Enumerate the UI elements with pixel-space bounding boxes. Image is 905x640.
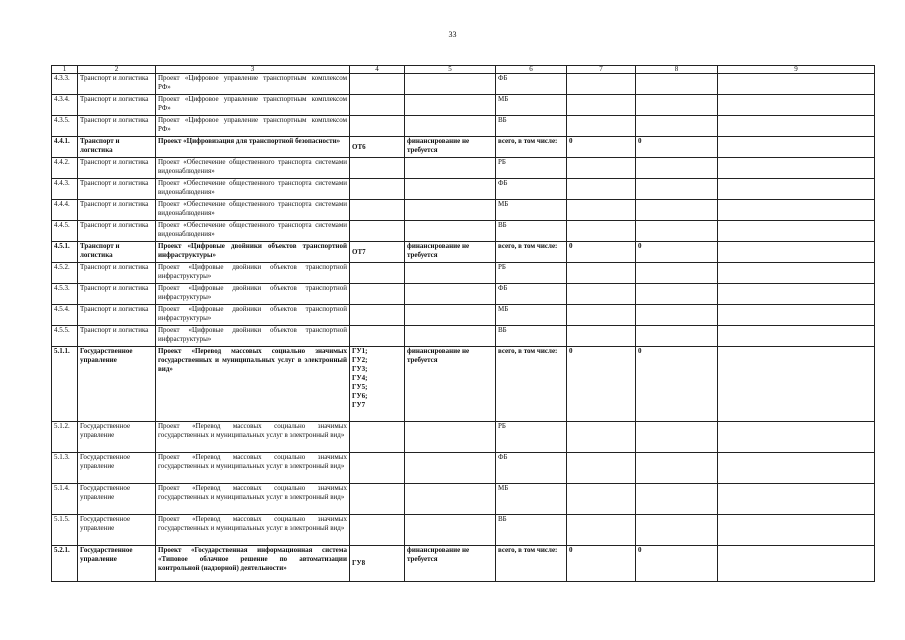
sector-cell: Транспорт и логистика: [78, 158, 156, 179]
row-number-cell: 4.5.2.: [52, 263, 78, 284]
financing-cell: финансирование не требуется: [405, 347, 496, 422]
financing-cell: [405, 200, 496, 221]
row-number-cell: 4.5.4.: [52, 305, 78, 326]
amount-col7-cell: [567, 515, 636, 546]
table-row: [52, 137, 875, 158]
table-row: [52, 242, 875, 263]
table-row: [52, 200, 875, 221]
amount-col8-cell: [636, 515, 718, 546]
amount-col8-cell: [636, 221, 718, 242]
amount-col7-cell: [567, 95, 636, 116]
row-number-cell: 4.3.4.: [52, 95, 78, 116]
header-cell: 7: [567, 66, 636, 74]
financing-cell: [405, 95, 496, 116]
target-code-cell: [350, 422, 405, 453]
sector-cell: Транспорт и логистика: [78, 284, 156, 305]
project-cell: Проект «Цифровое управление транспортным комплексом РФ»: [156, 74, 350, 95]
project-cell: Проект «Перевод массовых социально значимых государственных и муниципальных услуг в электронный вид»: [156, 347, 350, 422]
target-code-cell: ГУ8: [350, 546, 405, 582]
financing-cell: [405, 284, 496, 305]
table-row: [52, 515, 875, 546]
project-cell: Проект «Перевод массовых социально значимых государственных и муниципальных услуг в электронный вид»: [156, 515, 350, 546]
amount-col8-cell: 0: [636, 242, 718, 263]
project-cell: Проект «Цифровые двойники объектов транспортной инфраструктуры»: [156, 305, 350, 326]
notes-cell: [718, 200, 875, 221]
header-cell: 3: [156, 66, 350, 74]
target-code-cell: [350, 95, 405, 116]
row-number-cell: 5.1.3.: [52, 453, 78, 484]
row-number-cell: 4.4.1.: [52, 137, 78, 158]
target-code-cell: [350, 515, 405, 546]
financing-cell: [405, 305, 496, 326]
funding-source-cell: МБ: [496, 484, 567, 515]
project-cell: Проект «Перевод массовых социально значимых государственных и муниципальных услуг в электронный вид»: [156, 453, 350, 484]
project-cell: Проект «Обеспечение общественного транспорта системами видеонаблюдения»: [156, 221, 350, 242]
table-row: [52, 347, 875, 422]
funding-source-cell: ФБ: [496, 74, 567, 95]
row-number-cell: 4.5.5.: [52, 326, 78, 347]
sector-cell: Транспорт и логистика: [78, 305, 156, 326]
funding-source-cell: МБ: [496, 200, 567, 221]
amount-col8-cell: [636, 484, 718, 515]
table-row: [52, 116, 875, 137]
row-number-cell: 4.5.1.: [52, 242, 78, 263]
sector-cell: Государственное управление: [78, 422, 156, 453]
target-code-cell: [350, 263, 405, 284]
sector-cell: Государственное управление: [78, 453, 156, 484]
notes-cell: [718, 221, 875, 242]
project-cell: Проект «Перевод массовых социально значимых государственных и муниципальных услуг в электронный вид»: [156, 422, 350, 453]
notes-cell: [718, 326, 875, 347]
target-code-cell: [350, 453, 405, 484]
project-cell: Проект «Обеспечение общественного транспорта системами видеонаблюдения»: [156, 200, 350, 221]
amount-col7-cell: 0: [567, 546, 636, 582]
amount-col8-cell: [636, 305, 718, 326]
amount-col7-cell: 0: [567, 242, 636, 263]
funding-source-cell: ВБ: [496, 221, 567, 242]
row-number-cell: 5.1.5.: [52, 515, 78, 546]
financing-cell: [405, 422, 496, 453]
row-number-cell: 5.2.1.: [52, 546, 78, 582]
target-code-cell: ОТ7: [350, 242, 405, 263]
notes-cell: [718, 347, 875, 422]
row-number-cell: 4.3.3.: [52, 74, 78, 95]
project-cell: Проект «Перевод массовых социально значимых государственных и муниципальных услуг в электронный вид»: [156, 484, 350, 515]
table-row: [52, 95, 875, 116]
amount-col8-cell: [636, 326, 718, 347]
table-row: [52, 546, 875, 582]
table-row: [52, 74, 875, 95]
table-row: [52, 305, 875, 326]
project-cell: Проект «Цифровые двойники объектов транспортной инфраструктуры»: [156, 284, 350, 305]
financing-cell: [405, 158, 496, 179]
financing-cell: финансирование не требуется: [405, 242, 496, 263]
notes-cell: [718, 422, 875, 453]
sector-cell: Транспорт и логистика: [78, 242, 156, 263]
row-number-cell: 4.4.2.: [52, 158, 78, 179]
row-number-cell: 4.5.3.: [52, 284, 78, 305]
target-code-cell: [350, 74, 405, 95]
funding-source-cell: всего, в том числе:: [496, 137, 567, 158]
row-number-cell: 5.1.2.: [52, 422, 78, 453]
notes-cell: [718, 305, 875, 326]
funding-source-cell: ВБ: [496, 326, 567, 347]
table-row: [52, 263, 875, 284]
target-code-cell: [350, 179, 405, 200]
table-row: [52, 158, 875, 179]
amount-col7-cell: [567, 305, 636, 326]
financing-cell: финансирование не требуется: [405, 137, 496, 158]
amount-col8-cell: [636, 95, 718, 116]
target-code-cell: [350, 221, 405, 242]
amount-col7-cell: [567, 116, 636, 137]
column-number-header: [52, 66, 875, 74]
amount-col7-cell: [567, 263, 636, 284]
notes-cell: [718, 484, 875, 515]
sector-cell: Транспорт и логистика: [78, 95, 156, 116]
funding-source-cell: ФБ: [496, 284, 567, 305]
page-number: 33: [448, 30, 457, 39]
amount-col8-cell: 0: [636, 137, 718, 158]
project-cell: Проект «Цифровое управление транспортным комплексом РФ»: [156, 95, 350, 116]
amount-col7-cell: [567, 326, 636, 347]
amount-col8-cell: 0: [636, 546, 718, 582]
sector-cell: Транспорт и логистика: [78, 74, 156, 95]
sector-cell: Государственное управление: [78, 484, 156, 515]
target-code-cell: [350, 484, 405, 515]
project-cell: Проект «Цифровые двойники объектов транспортной инфраструктуры»: [156, 263, 350, 284]
notes-cell: [718, 74, 875, 95]
sector-cell: Транспорт и логистика: [78, 116, 156, 137]
funding-source-cell: всего, в том числе:: [496, 242, 567, 263]
header-cell: 5: [405, 66, 496, 74]
funding-source-cell: всего, в том числе:: [496, 347, 567, 422]
target-code-cell: [350, 158, 405, 179]
financing-cell: [405, 453, 496, 484]
financing-cell: [405, 515, 496, 546]
target-code-cell: [350, 284, 405, 305]
sector-cell: Транспорт и логистика: [78, 179, 156, 200]
amount-col8-cell: [636, 284, 718, 305]
row-number-cell: 4.4.3.: [52, 179, 78, 200]
project-cell: Проект «Обеспечение общественного транспорта системами видеонаблюдения»: [156, 158, 350, 179]
funding-source-cell: РБ: [496, 422, 567, 453]
row-number-cell: 4.3.5.: [52, 116, 78, 137]
amount-col8-cell: [636, 422, 718, 453]
financing-cell: [405, 179, 496, 200]
notes-cell: [718, 546, 875, 582]
amount-col7-cell: [567, 158, 636, 179]
amount-col7-cell: [567, 484, 636, 515]
header-cell: 9: [718, 66, 875, 74]
target-code-cell: [350, 200, 405, 221]
target-code-cell: [350, 326, 405, 347]
header-cell: 6: [496, 66, 567, 74]
funding-source-cell: всего, в том числе:: [496, 546, 567, 582]
amount-col7-cell: [567, 422, 636, 453]
table-row: [52, 221, 875, 242]
row-number-cell: 4.4.5.: [52, 221, 78, 242]
project-cell: Проект «Обеспечение общественного транспорта системами видеонаблюдения»: [156, 179, 350, 200]
sector-cell: Государственное управление: [78, 347, 156, 422]
financing-cell: [405, 116, 496, 137]
amount-col7-cell: [567, 284, 636, 305]
funding-source-cell: ВБ: [496, 116, 567, 137]
amount-col8-cell: 0: [636, 347, 718, 422]
notes-cell: [718, 158, 875, 179]
financing-cell: [405, 74, 496, 95]
amount-col7-cell: [567, 453, 636, 484]
sector-cell: Государственное управление: [78, 546, 156, 582]
row-number-cell: 5.1.4.: [52, 484, 78, 515]
amount-col8-cell: [636, 200, 718, 221]
target-code-cell: ГУ1; ГУ2; ГУ3; ГУ4; ГУ5; ГУ6; ГУ7: [350, 347, 405, 422]
notes-cell: [718, 284, 875, 305]
project-cell: Проект «Цифровизация для транспортной безопасности»: [156, 137, 350, 158]
notes-cell: [718, 453, 875, 484]
financing-cell: [405, 263, 496, 284]
amount-col8-cell: [636, 116, 718, 137]
funding-source-cell: ФБ: [496, 453, 567, 484]
funding-source-cell: РБ: [496, 263, 567, 284]
notes-cell: [718, 242, 875, 263]
amount-col8-cell: [636, 179, 718, 200]
amount-col8-cell: [636, 158, 718, 179]
amount-col7-cell: [567, 179, 636, 200]
financing-cell: [405, 326, 496, 347]
sector-cell: Государственное управление: [78, 515, 156, 546]
amount-col8-cell: [636, 74, 718, 95]
table-row: [52, 453, 875, 484]
funding-source-cell: МБ: [496, 95, 567, 116]
table-row: [52, 422, 875, 453]
row-number-cell: 4.4.4.: [52, 200, 78, 221]
project-cell: Проект «Цифровые двойники объектов транспортной инфраструктуры»: [156, 242, 350, 263]
table-row: [52, 484, 875, 515]
amount-col7-cell: 0: [567, 137, 636, 158]
header-cell: 2: [78, 66, 156, 74]
funding-source-cell: РБ: [496, 158, 567, 179]
amount-col7-cell: [567, 74, 636, 95]
header-cell: 1: [52, 66, 78, 74]
financing-cell: [405, 221, 496, 242]
project-cell: Проект «Цифровые двойники объектов транспортной инфраструктуры»: [156, 326, 350, 347]
project-cell: Проект «Цифровое управление транспортным комплексом РФ»: [156, 116, 350, 137]
financing-table: [51, 65, 875, 582]
amount-col7-cell: [567, 200, 636, 221]
table-row: [52, 326, 875, 347]
notes-cell: [718, 116, 875, 137]
header-cell: 4: [350, 66, 405, 74]
project-cell: Проект «Государственная информационная система «Типовое облачное решение по автоматизации контрольной (надзорной) деятельности»: [156, 546, 350, 582]
row-number-cell: 5.1.1.: [52, 347, 78, 422]
notes-cell: [718, 179, 875, 200]
sector-cell: Транспорт и логистика: [78, 137, 156, 158]
notes-cell: [718, 95, 875, 116]
table-row: [52, 284, 875, 305]
financing-cell: финансирование не требуется: [405, 546, 496, 582]
target-code-cell: ОТ6: [350, 137, 405, 158]
sector-cell: Транспорт и логистика: [78, 200, 156, 221]
sector-cell: Транспорт и логистика: [78, 221, 156, 242]
target-code-cell: [350, 116, 405, 137]
funding-source-cell: МБ: [496, 305, 567, 326]
sector-cell: Транспорт и логистика: [78, 263, 156, 284]
notes-cell: [718, 515, 875, 546]
notes-cell: [718, 263, 875, 284]
header-cell: 8: [636, 66, 718, 74]
sector-cell: Транспорт и логистика: [78, 326, 156, 347]
table-row: [52, 179, 875, 200]
notes-cell: [718, 137, 875, 158]
funding-source-cell: ФБ: [496, 179, 567, 200]
amount-col7-cell: 0: [567, 347, 636, 422]
amount-col8-cell: [636, 263, 718, 284]
financing-cell: [405, 484, 496, 515]
amount-col8-cell: [636, 453, 718, 484]
target-code-cell: [350, 305, 405, 326]
funding-source-cell: ВБ: [496, 515, 567, 546]
amount-col7-cell: [567, 221, 636, 242]
